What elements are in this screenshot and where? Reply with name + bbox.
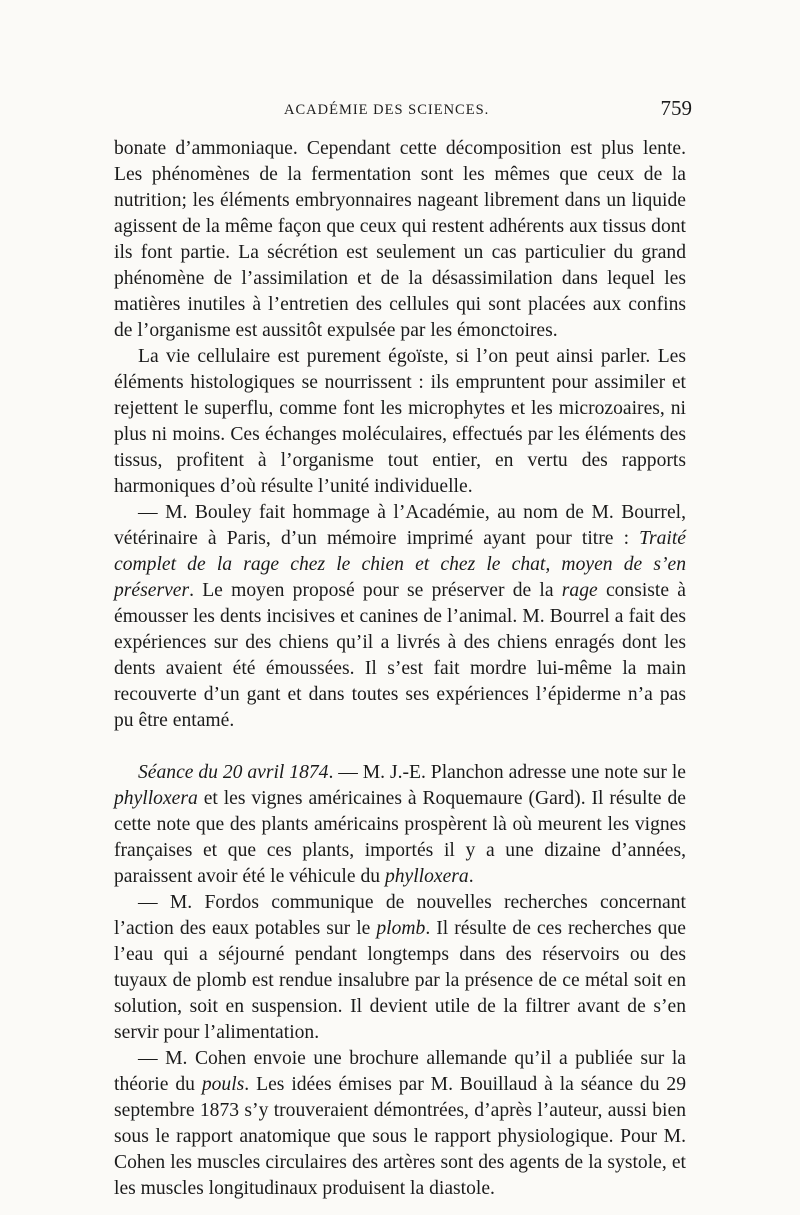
paragraph-fordos	[114, 890, 686, 1046]
paragraph-continuation	[114, 136, 686, 344]
paragraph-cohen	[114, 1046, 686, 1202]
text-run: . — M. J.-E. Planchon adresse une note sur le	[328, 762, 686, 783]
running-head: ACADÉMIE DES SCIENCES.	[284, 102, 490, 118]
text-run: La vie cellulaire est purement égoïste, si l’on peut ainsi parler. Les éléments histologiques se nourrissent : ils empruntent pour assimiler et rejettent le superflu, comme font les microphytes et les microzoaires, ni plus ni moins. Ces échanges moléculaires, effectués par les éléments des tissus, profitent à l’organisme tout entier, en vertu des rapports harmoniques d’où résulte l’unité individuelle.	[114, 346, 686, 497]
text-run: et les vignes américaines à Roquemaure (Gard). Il résulte de cette note que des plants américains prospèrent là où meurent les vignes françaises et que ces plants, importés il y a une dizaine d’années, paraissent avoir été le véhicule du	[114, 788, 686, 887]
page-number: 759	[660, 96, 692, 120]
section-gap	[114, 734, 686, 760]
text-run: . Il résulte de ces recherches que l’eau qui a séjourné pendant longtemps dans des réservoirs ou des tuyaux de plomb est rendue insalubre par la présence de ce métal soit en solution, soit en suspension. Il devient utile de la filtrer avant de s’en servir pour l’alimentation.	[114, 918, 686, 1043]
text-run-italic: phylloxera	[384, 866, 469, 887]
text-run: — M. Bouley fait hommage à l’Académie, au nom de M. Bourrel, vétérinaire à Paris, d’un mémoire imprimé ayant pour titre :	[114, 502, 686, 549]
paragraph-cellular-life	[114, 344, 686, 500]
text-run-italic: plomb	[376, 918, 426, 939]
text-run: bonate d’ammoniaque. Cependant cette décomposition est plus lente. Les phénomènes de la fermentation sont les mêmes que ceux de la nutrition; les éléments embryonnaires nageant librement dans un liquide agissent de la même façon que ceux qui restent adhérents aux tissus dont ils font partie. La sécrétion est seulement un cas particulier du grand phénomène de l’assimilation et de la désassimilation dans lequel les matières inutiles à l’entretien des cellules qui sont placées aux confins de l’organisme est aussitôt expulsée par les émonctoires.	[114, 138, 686, 341]
text-run: — M. Cohen envoie une brochure allemande qu’il a publiée sur la théorie du	[114, 1048, 686, 1095]
document-page	[114, 96, 692, 1202]
body-text	[114, 136, 686, 1202]
paragraph-bouley	[114, 500, 686, 734]
text-run: . Le moyen proposé pour se préserver de la	[189, 580, 562, 601]
text-run-italic: phylloxera	[114, 788, 198, 809]
text-run: — M. Fordos communique de nouvelles recherches concernant l’action des eaux potables sur le	[114, 892, 686, 939]
text-run: .	[468, 866, 474, 887]
text-run: consiste à émousser les dents incisives et canines de l’animal. M. Bourrel a fait des expériences sur des chiens qu’il a livrés à des chiens enragés dont les dents avaient été émoussées. Il s’est fait mordre lui-même la main recouverte d’un gant et dans toutes ses expériences l’épiderme n’a pas pu être entamé.	[114, 580, 686, 731]
text-run: . Les idées émises par M. Bouillaud à la séance du 29 septembre 1873 s’y trouveraient démontrées, d’après l’auteur, aussi bien sous le rapport anatomique que sous le rapport physiologique. Pour M. Cohen les muscles circulaires des artères sont des agents de la systole, et les muscles longitudinaux produisent la diastole.	[114, 1074, 686, 1199]
paragraph-seance	[114, 760, 686, 890]
text-run-italic: pouls	[201, 1074, 245, 1095]
text-run-italic: rage	[561, 580, 598, 601]
page-header	[114, 96, 692, 136]
text-run-italic: Traité complet de la rage chez le chien et chez le chat, moyen de s’en préserver	[114, 528, 686, 601]
text-run-italic: Séance du 20 avril 1874	[138, 762, 329, 783]
